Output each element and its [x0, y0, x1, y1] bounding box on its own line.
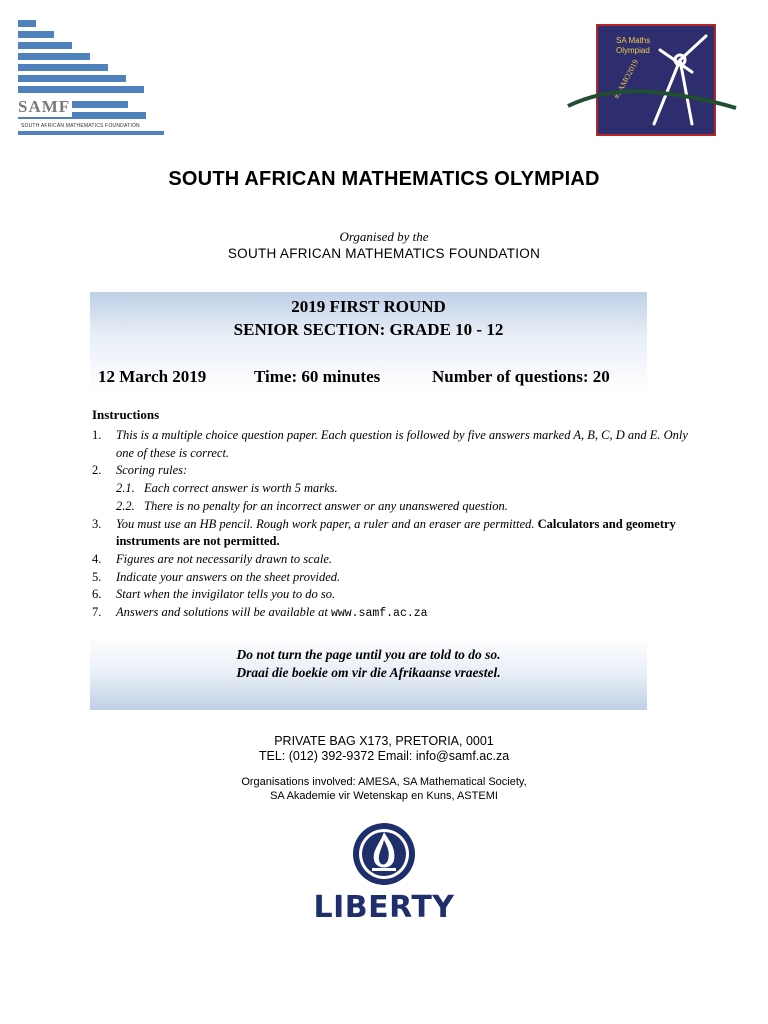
- organiser-name: SOUTH AFRICAN MATHEMATICS FOUNDATION: [227, 246, 541, 261]
- samf-website-link[interactable]: www.samf.ac.za: [330, 607, 428, 621]
- instruction-item: 2. Scoring rules:: [92, 463, 188, 478]
- instruction-item: 4. Figures are not necessarily drawn to scale.: [92, 551, 333, 566]
- afrikaans-notice: Draai die boekie om vir die Afrikaanse vraestel.: [236, 665, 501, 680]
- samf-wordmark: SAMF: [18, 97, 71, 116]
- liberty-logo: [310, 818, 458, 938]
- organisations-line2: SA Akademie vir Wetenskap en Kuns, ASTEMI: [270, 790, 498, 802]
- do-not-turn-notice: Do not turn the page until you are told to do so.: [236, 647, 501, 662]
- instruction-item: 6. Start when the invigilator tells you to do so.: [92, 587, 336, 602]
- instruction-subitem: 2.1. Each correct answer is worth 5 marks.: [116, 481, 338, 496]
- exam-date: 12 March 2019: [98, 367, 207, 386]
- instructions-heading: Instructions: [92, 407, 160, 422]
- instruction-item: 1. This is a multiple choice question paper. Each question is followed by five answers marked A, B, C, D and E. Only one of these is correct.: [92, 428, 688, 460]
- organisations-line1: Organisations involved: AMESA, SA Mathematical Society,: [241, 776, 527, 788]
- instructions-list: [92, 427, 692, 623]
- samo-hashtag: #SAMO2019: [612, 57, 641, 101]
- section-title: SENIOR SECTION: GRADE 10 - 12: [233, 320, 504, 339]
- calculator-warning: Calculators and geometry instruments are not permitted.: [116, 516, 676, 549]
- samf-logo: [18, 20, 164, 138]
- instruction-subitem: 2.2. There is no penalty for an incorrect answer or any unanswered question.: [116, 498, 508, 513]
- samf-subtitle: SOUTH AFRICAN MATHEMATICS FOUNDATION: [21, 123, 140, 129]
- instruction-item: 7. Answers and solutions will be available at www.samf.ac.za: [92, 605, 428, 621]
- sponsor-wordmark: LIBERTY: [313, 890, 455, 925]
- samo-logo-line2: Olympiad: [616, 46, 650, 55]
- samo-logo-line1: SA Maths: [616, 36, 651, 45]
- exam-time: Time: 60 minutes: [254, 367, 381, 386]
- postal-address: PRIVATE BAG X173, PRETORIA, 0001: [274, 734, 494, 748]
- question-count: Number of questions: 20: [432, 367, 610, 386]
- round-title: 2019 FIRST ROUND: [291, 297, 446, 316]
- instruction-item: 5. Indicate your answers on the sheet provided.: [92, 569, 341, 584]
- organised-by-label: Organised by the: [339, 229, 429, 244]
- phone-email: TEL: (012) 392-9372 Email: info@samf.ac.za: [258, 749, 510, 763]
- flame-emblem-icon: [310, 818, 458, 890]
- page-title: SOUTH AFRICAN MATHEMATICS OLYMPIAD: [168, 168, 600, 190]
- instruction-item: 3. You must use an HB pencil. Rough work paper, a ruler and an eraser are permitted. Calculators and geometry instruments are not permitted.: [92, 516, 676, 549]
- samo-logo-swoosh: [566, 80, 738, 114]
